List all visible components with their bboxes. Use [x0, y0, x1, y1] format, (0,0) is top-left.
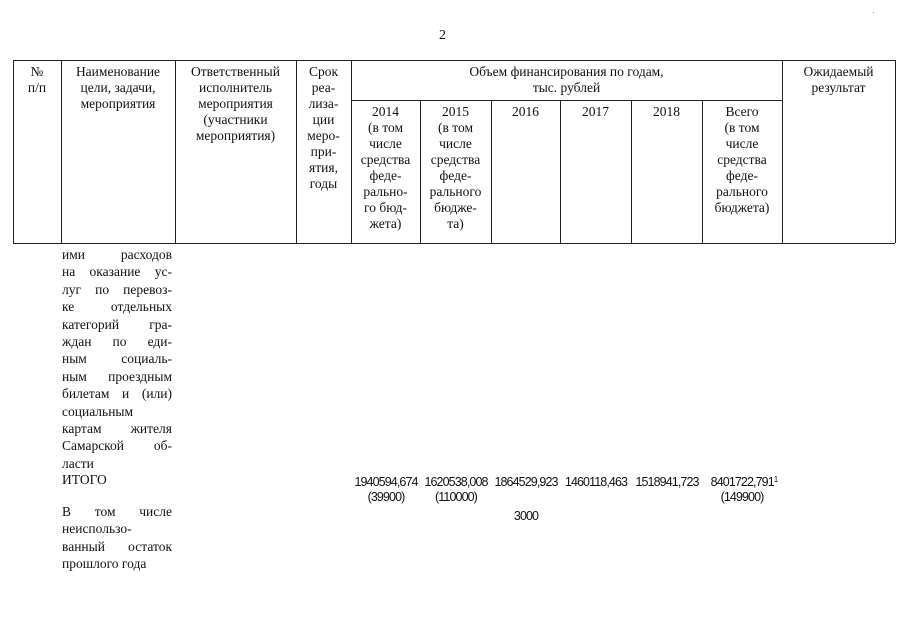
header-num: № п/п	[27, 64, 47, 95]
total-2015: 1620538,008	[424, 475, 488, 489]
header-2014: 2014 (в том числе средства феде- рально- го бюд- жета)	[360, 104, 411, 231]
description-line: билетам и (или)	[62, 386, 172, 402]
measure-description	[62, 246, 172, 472]
total-2015-federal: (110000)	[435, 490, 477, 504]
description-line: ке отдельных	[62, 299, 172, 315]
description-line: ими расходов	[62, 247, 172, 262]
total-2014-federal: (39900)	[367, 490, 405, 504]
header-result: Ожидаемый результат	[803, 64, 874, 95]
total-2017: 1460118,463	[564, 475, 628, 489]
description-line: ждан по еди-	[62, 334, 172, 350]
remainder-line: В том числе	[62, 504, 172, 519]
remainder-line: прошлого года	[62, 556, 147, 572]
total-all	[702, 474, 786, 490]
header-name: Наименование цели, задачи, мероприятия	[75, 64, 161, 111]
total-2016: 1864529,923	[494, 475, 558, 489]
description-line: категорий гра-	[62, 316, 172, 332]
footnote-mark: 1	[773, 475, 778, 484]
description-line: социальным	[62, 403, 134, 419]
header-total: Всего (в том числе средства феде- рального бюджета)	[714, 104, 770, 215]
header-responsible: Ответственный исполнитель мероприятия (участники мероприятия)	[191, 64, 280, 143]
total-label: ИТОГО	[62, 472, 107, 487]
total-all-federal: (149900)	[720, 490, 764, 504]
remainder-line: ванный остаток	[62, 538, 172, 554]
description-line: Самарской об-	[62, 438, 172, 454]
description-line: ласти	[62, 455, 94, 471]
header-term: Срок реа- лиза- ции меро- при- ятия, годы	[307, 64, 340, 191]
header-2015: 2015 (в том числе средства феде- рального бюдже- та)	[429, 104, 482, 231]
header-2017: 2017	[582, 104, 609, 119]
header-2016: 2016	[512, 104, 539, 119]
total-all-value: 8401722,791	[710, 475, 774, 489]
description-line: луг по перевоз-	[62, 281, 172, 297]
total-2018: 1518941,723	[635, 475, 699, 489]
total-2014: 1940594,674	[354, 475, 418, 489]
description-line: ным проездным	[62, 368, 172, 384]
remainder-2016: 3000	[513, 509, 539, 523]
remainder-label	[62, 503, 172, 573]
header-financing: Объем финансирования по годам, тыс. рублей	[469, 64, 664, 95]
header-2018: 2018	[653, 104, 680, 119]
description-line: на оказание ус-	[62, 264, 172, 280]
description-line: картам жителя	[62, 421, 172, 437]
remainder-line: неиспользо-	[62, 521, 132, 537]
description-line: ным социаль-	[62, 351, 172, 367]
scan-speck	[873, 12, 874, 13]
page-number: 2	[439, 28, 446, 43]
